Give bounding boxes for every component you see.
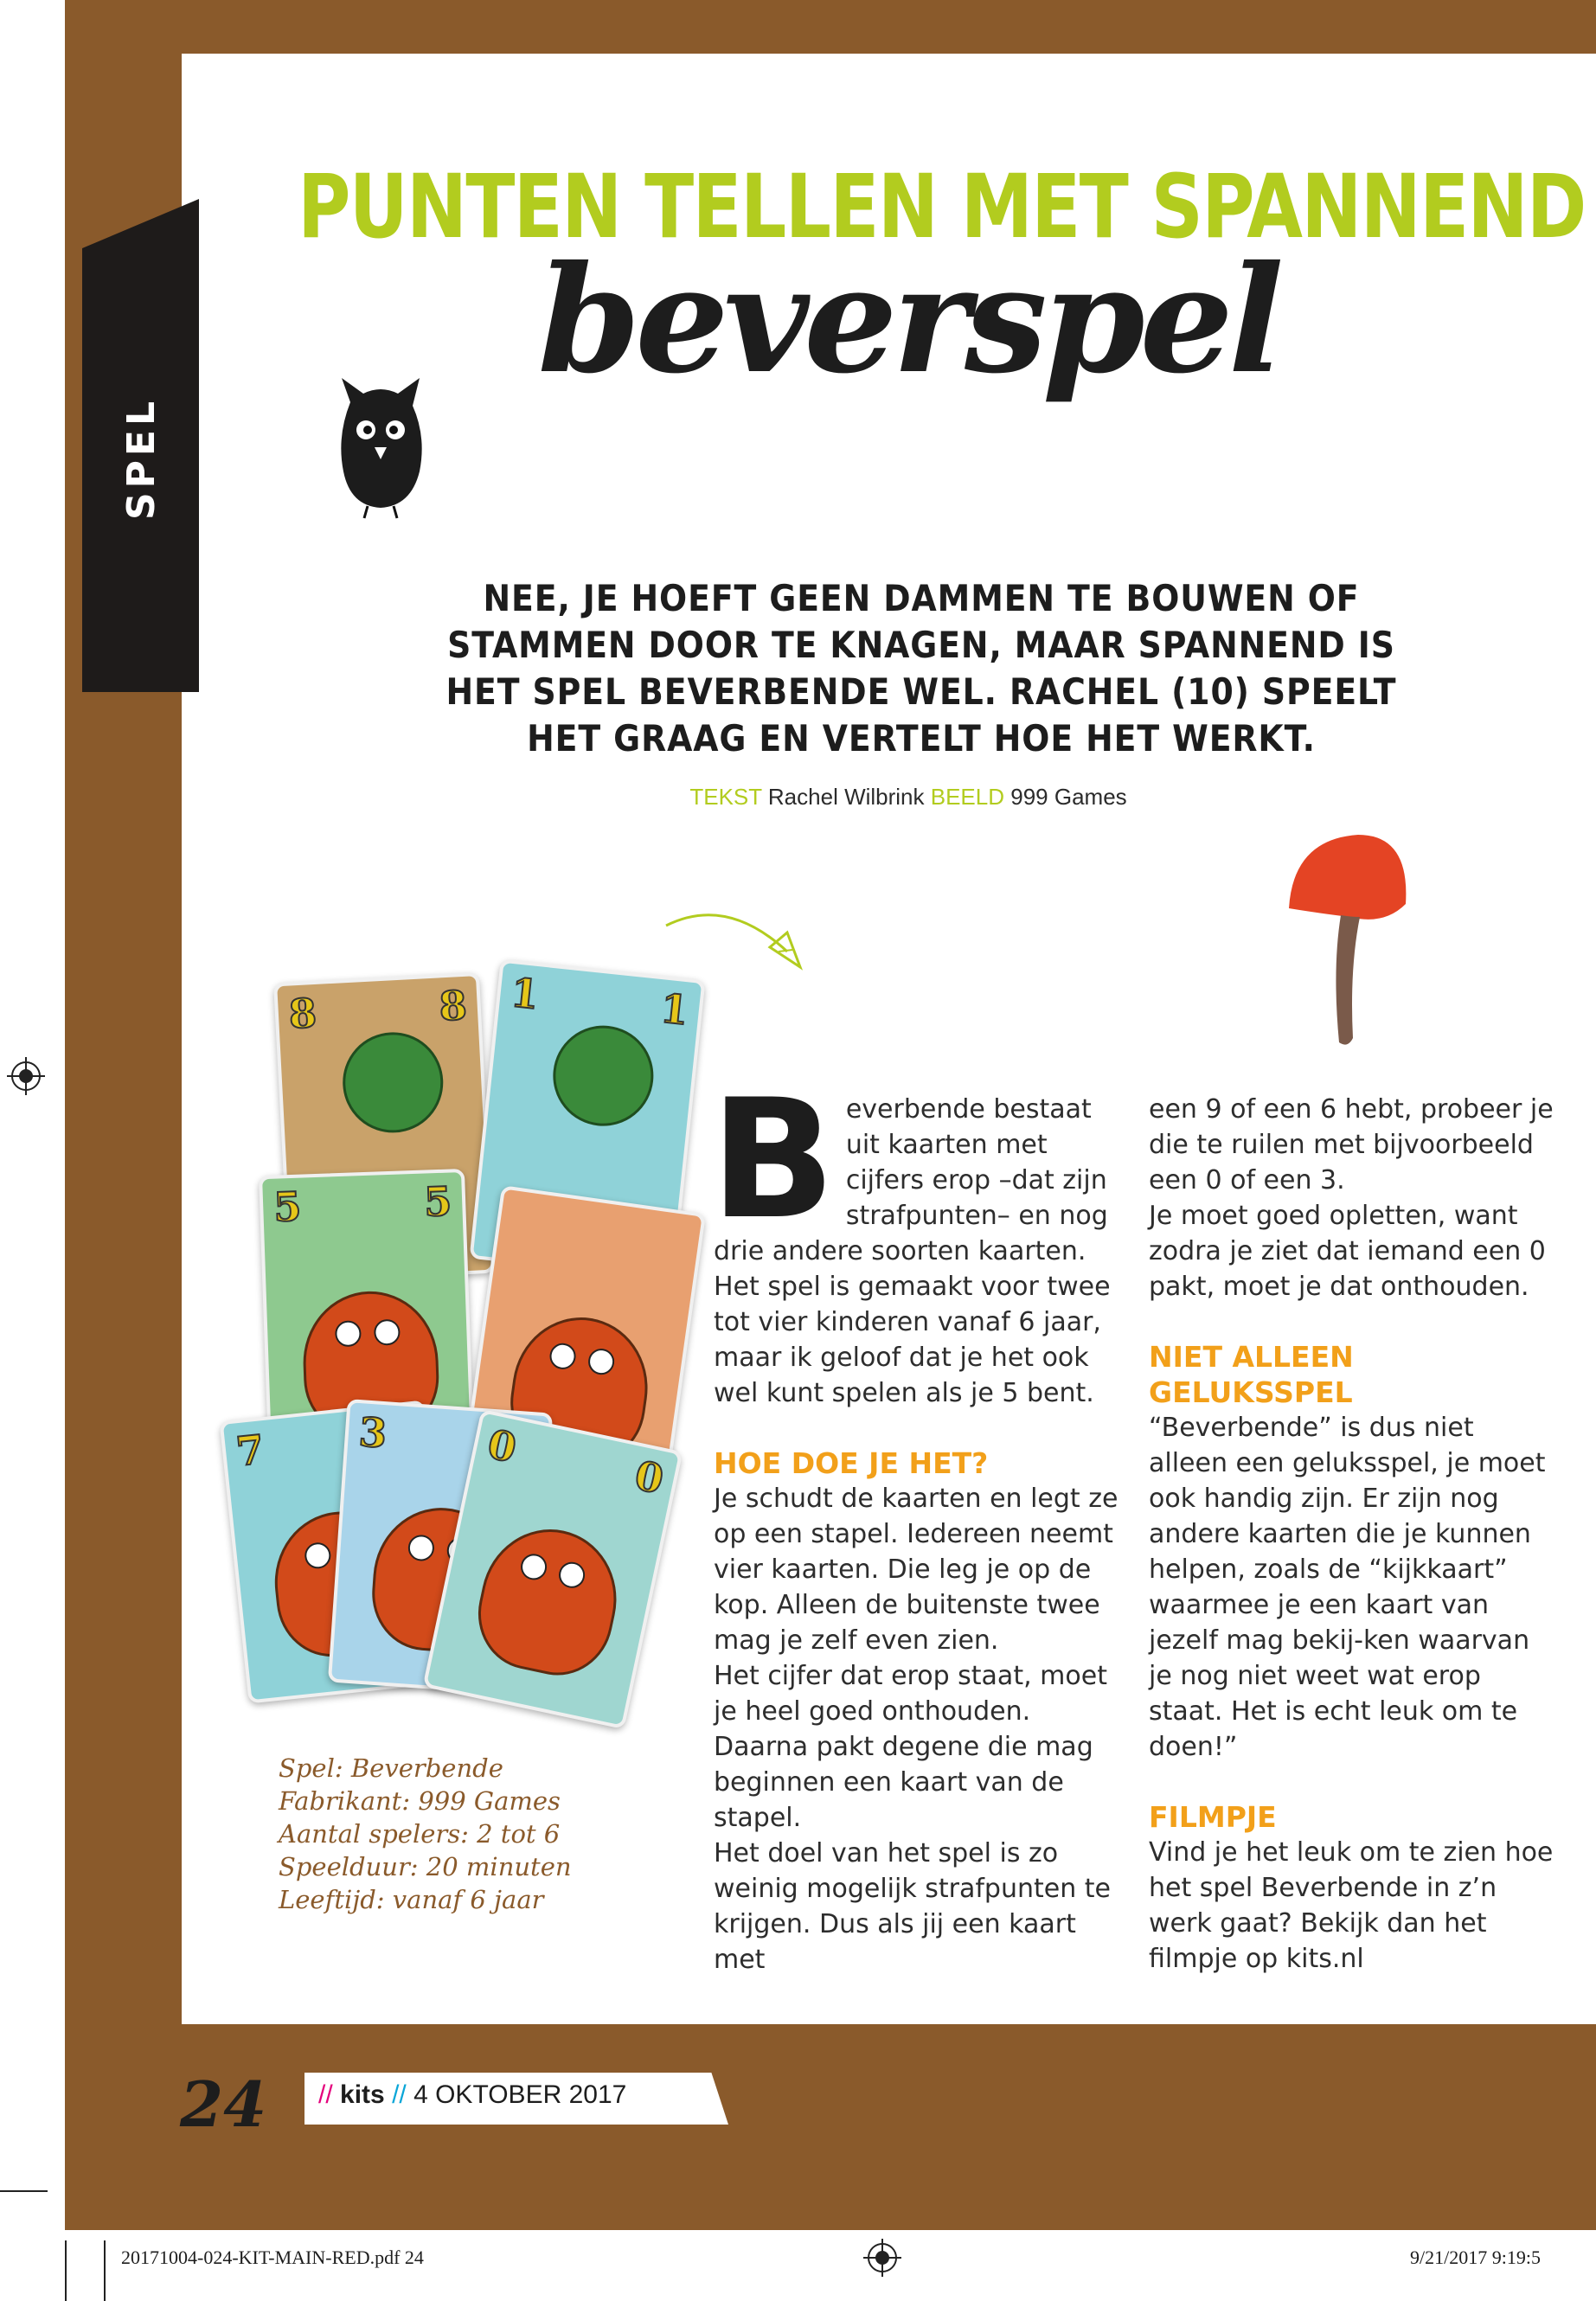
beaver-eye xyxy=(374,1319,401,1346)
info-line: Speelduur: 20 minuten xyxy=(279,1852,572,1881)
paragraph: “Beverbende” is dus niet alleen een geluksspel, je moet ook handig zijn. Er zijn nog andere kaarten die je kunnen helpen, zoals de “kijkkaart” waarmee je een kaart van jezelf mag bekij-ken waarvan je nog niet weet wat erop staat. Het is echt leuk om te doen!” xyxy=(1149,1413,1546,1762)
footer-separator: // xyxy=(392,2080,407,2109)
card-number-left: 5 xyxy=(272,1183,303,1231)
tree-icon xyxy=(548,1021,658,1131)
owl-mascot-icon xyxy=(333,376,428,519)
tree-icon xyxy=(340,1029,445,1135)
section-label: SPEL xyxy=(119,396,163,521)
card-number-right: 5 xyxy=(423,1177,453,1226)
beaver-icon xyxy=(468,1516,630,1685)
info-line: Aantal spelers: 2 tot 6 xyxy=(279,1819,561,1849)
card-number-right: 1 xyxy=(658,984,691,1035)
footer-brand: kits xyxy=(340,2080,385,2109)
mushroom-icon xyxy=(1280,830,1410,1055)
page-number: 24 xyxy=(180,2067,267,2141)
info-line: Fabrikant: 999 Games xyxy=(279,1786,561,1816)
credits xyxy=(606,784,1211,811)
beaver-eye xyxy=(304,1541,332,1570)
paragraph: Het doel van het spel is zo weinig mogelijk strafpunten te krijgen. Dus als jij een kaart met xyxy=(714,1838,1111,1975)
footer-date: 4 OKTOBER 2017 xyxy=(413,2080,627,2109)
paragraph: Vind je het leuk om te zien hoe het spel Beverbende in z’n werk gaat? Bekijk dan het filmpje op kits.nl xyxy=(1149,1837,1554,1974)
crop-mark xyxy=(65,2240,67,2301)
intro-text: NEE, JE HOEFT GEEN DAMMEN TE BOUWEN OF STAMMEN DOOR TE KNAGEN, MAAR SPANNEND IS HET SPEL BEVERBENDE WEL. RACHEL (10) SPEELT HET GRAAG EN VERTELT HOE HET WERKT. xyxy=(445,577,1397,760)
beaver-eye xyxy=(518,1552,549,1583)
article-column-1 xyxy=(710,1064,1129,1977)
registration-mark-icon xyxy=(863,2239,901,2277)
crop-mark xyxy=(0,2190,48,2192)
footer-separator: // xyxy=(318,2080,333,2109)
beaver-eye xyxy=(548,1342,578,1371)
beaver-eye xyxy=(335,1320,362,1347)
card-number-right: 8 xyxy=(438,981,469,1030)
beaver-eye xyxy=(407,1534,435,1561)
article-column-2 xyxy=(1149,1092,1555,1977)
section-heading: HOE DOE JE HET? xyxy=(714,1446,989,1480)
beaver-eye xyxy=(556,1560,587,1591)
registration-mark-icon xyxy=(7,1057,45,1095)
paragraph: Je moet goed opletten, want zodra je ziet dat iemand een 0 pakt, moet je dat onthouden. xyxy=(1149,1201,1546,1302)
credits-image-author: 999 Games xyxy=(1010,784,1127,810)
title-line-1: PUNTEN TELLEN MET SPANNEND xyxy=(298,156,1586,259)
card-fan xyxy=(216,952,718,1503)
card-number-left: 0 xyxy=(484,1420,521,1472)
card-number-left: 3 xyxy=(357,1408,388,1458)
title-line-2: beverspel xyxy=(537,234,1279,407)
card-number-left: 1 xyxy=(509,969,542,1019)
drop-cap: B xyxy=(710,1064,836,1255)
credits-text-label: TEKST xyxy=(689,784,762,810)
info-line: Leeftijd: vanaf 6 jaar xyxy=(279,1885,544,1914)
info-line: Spel: Beverbende xyxy=(279,1753,503,1783)
frame-bottom-band xyxy=(65,2024,1596,2230)
card-number-left: 8 xyxy=(287,989,318,1038)
paragraph: een 9 of een 6 hebt, probeer je die te ruilen met bijvoorbeeld een 0 of een 3. xyxy=(1149,1094,1554,1195)
paragraph: Je schudt de kaarten en legt ze op een stapel. Iedereen neemt vier kaarten. Die leg je op de kop. Alleen de buitenste twee mag je zelf even zien. xyxy=(714,1484,1118,1656)
crop-mark xyxy=(104,2240,106,2301)
section-heading: FILMPJE xyxy=(1149,1800,1277,1834)
card-number-left: 7 xyxy=(234,1426,266,1476)
paragraph: everbende bestaat uit kaarten met cijfers erop –dat zijn strafpunten– en nog drie andere soorten kaarten. xyxy=(714,1094,1108,1266)
game-info xyxy=(279,1752,573,1916)
paragraph: Het cijfer dat erop staat, moet je heel goed onthouden. Daarna pakt degene die mag beginnen een kaart van de stapel. xyxy=(714,1661,1107,1833)
section-heading: NIET ALLEEN GELUKSSPEL xyxy=(1149,1340,1354,1409)
print-file-name: 20171004-024-KIT-MAIN-RED.pdf 24 xyxy=(121,2247,424,2268)
frame-top-bar xyxy=(65,0,1596,54)
credits-image-label: BEELD xyxy=(930,784,1005,810)
beaver-eye xyxy=(586,1347,616,1376)
footer-publication xyxy=(318,2080,626,2110)
card-number-right: 0 xyxy=(631,1452,668,1503)
print-timestamp: 9/21/2017 9:19:5 xyxy=(1410,2247,1541,2268)
paragraph: Het spel is gemaakt voor twee tot vier kinderen vanaf 6 jaar, maar ik geloof dat je het ook wel kunt spelen als je 5 bent. xyxy=(714,1272,1111,1408)
credits-text-author: Rachel Wilbrink xyxy=(767,784,925,810)
